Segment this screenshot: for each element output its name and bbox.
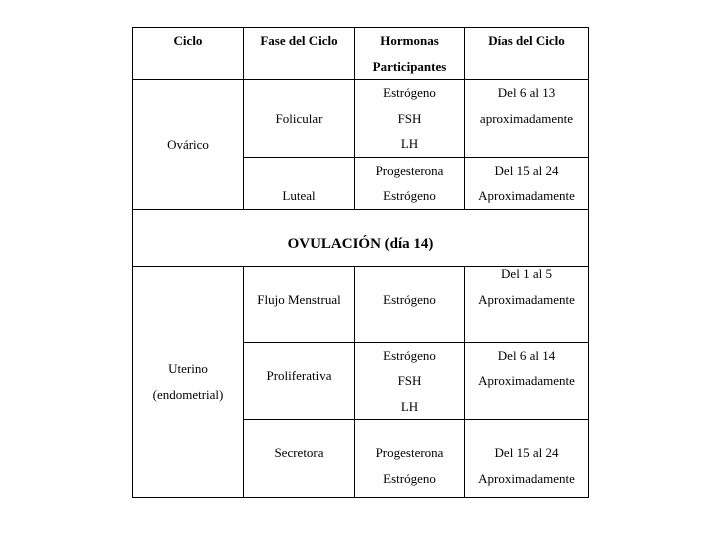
cell-dias-flujo: Del 1 al 5 Aproximadamente xyxy=(465,266,589,342)
cell-hormonas-proliferativa: Estrógeno FSH LH xyxy=(355,342,465,420)
menstrual-cycle-table xyxy=(132,27,589,498)
cell-hormonas-luteal: Progesterona Estrógeno xyxy=(355,157,465,209)
cell-dias-proliferativa: Del 6 al 14 Aproximadamente xyxy=(465,342,589,420)
cell-hormonas-secretora: Progesterona Estrógeno xyxy=(355,420,465,498)
header-fase: Fase del Ciclo xyxy=(244,28,355,80)
cell-dias-folicular: Del 6 al 13 aproximadamente xyxy=(465,80,589,158)
header-dias: Días del Ciclo xyxy=(465,28,589,80)
table-row xyxy=(133,80,589,158)
header-ciclo: Ciclo xyxy=(133,28,244,80)
header-hormonas: Hormonas Participantes xyxy=(355,28,465,80)
ovulation-row xyxy=(133,209,589,266)
cell-ciclo-uterino: Uterino (endometrial) xyxy=(133,266,244,498)
cell-hormonas-folicular: Estrógeno FSH LH xyxy=(355,80,465,158)
ovulation-label: OVULACIÓN (día 14) xyxy=(133,209,589,266)
cell-fase-secretora: Secretora xyxy=(244,420,355,498)
cell-fase-flujo: Flujo Menstrual xyxy=(244,266,355,342)
cell-ciclo-ovarico: Ovárico xyxy=(133,80,244,210)
cell-fase-proliferativa: Proliferativa xyxy=(244,342,355,420)
cell-fase-folicular: Folicular xyxy=(244,80,355,158)
header-row xyxy=(133,28,589,80)
cell-hormonas-flujo: Estrógeno xyxy=(355,266,465,342)
cell-dias-secretora: Del 15 al 24 Aproximadamente xyxy=(465,420,589,498)
cell-dias-luteal: Del 15 al 24 Aproximadamente xyxy=(465,157,589,209)
cell-fase-luteal: Luteal xyxy=(244,157,355,209)
table-row xyxy=(133,266,589,342)
